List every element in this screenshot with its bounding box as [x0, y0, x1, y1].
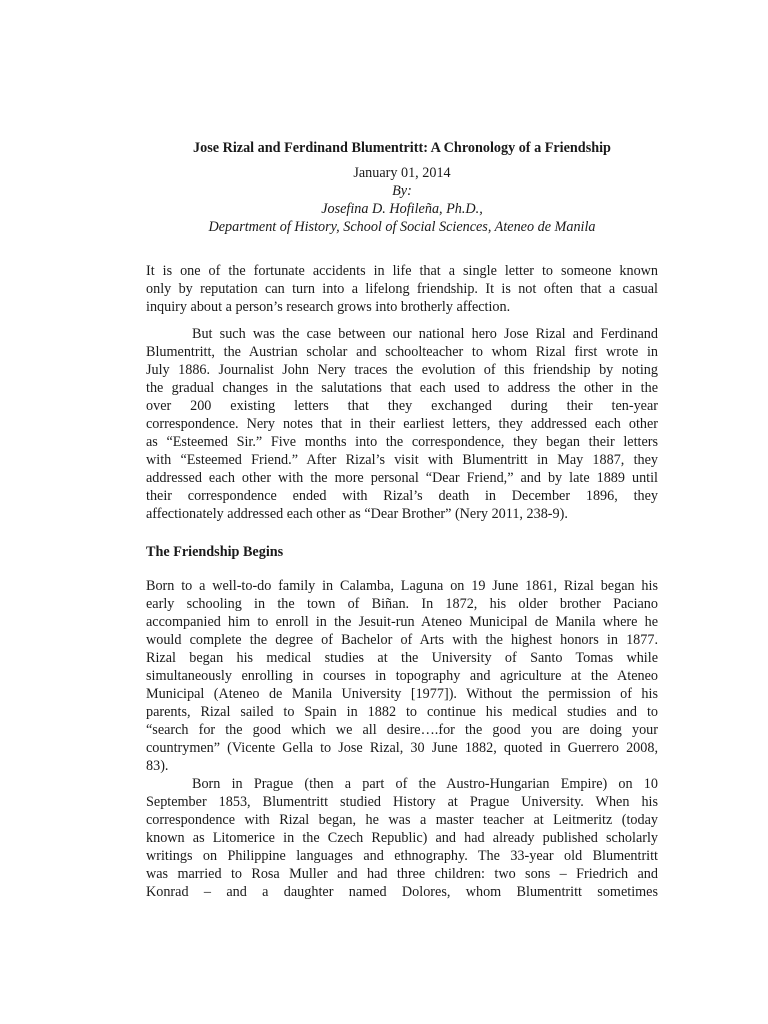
paragraph-intro	[146, 262, 658, 316]
paragraph-line: only by reputation can turn into a lifelong friendship. It is not often that a casual	[146, 281, 658, 297]
document-date: January 01, 2014	[353, 165, 451, 181]
paragraph-line: the gradual changes in the salutations that each used to address the other in the	[146, 380, 658, 396]
paragraph-line: correspondence. Nery notes that in their earliest letters, they addressed each other	[146, 416, 658, 432]
paragraph-line: Rizal began his medical studies at the University of Santo Tomas while	[146, 650, 658, 666]
author-affiliation: Department of History, School of Social Sciences, Ateneo de Manila	[208, 219, 596, 235]
paragraph-line: countrymen” (Vicente Gella to Jose Rizal, 30 June 1882, quoted in Guerrero 2008,	[146, 740, 658, 756]
paragraph-line: would complete the degree of Bachelor of Arts with the highest honors in 1877.	[146, 632, 658, 648]
paragraph-line: Municipal (Ateneo de Manila University [1977]). Without the permission of his	[146, 686, 658, 702]
by-label: By:	[392, 183, 412, 199]
paragraph-line: July 1886. Journalist John Nery traces the evolution of this friendship by noting	[146, 362, 658, 378]
paragraph-line: simultaneously enrolling in courses in topography and agriculture at the Ateneo	[146, 668, 658, 684]
document-title: Jose Rizal and Ferdinand Blumentritt: A Chronology of a Friendship	[193, 140, 611, 156]
paragraph-line: correspondence with Rizal began, he was a master teacher at Leitmeritz (today	[146, 812, 658, 828]
paragraph-line: known as Litomerice in the Czech Republic) and had already published scholarly	[146, 830, 658, 846]
paragraph-line: writings on Philippine languages and ethnography. The 33-year old Blumentritt	[146, 848, 658, 864]
paragraph-line: 83).	[146, 758, 169, 774]
paragraph-line: “search for the good which we all desire….for the good you are doing your	[146, 722, 658, 738]
paragraph-salutations	[146, 325, 658, 523]
paragraph-line: as “Esteemed Sir.” Five months into the correspondence, they began their letters	[146, 434, 658, 450]
paragraph-line: Born to a well-to-do family in Calamba, Laguna on 19 June 1861, Rizal began his	[146, 578, 658, 594]
paragraph-line: Blumentritt, the Austrian scholar and schoolteacher to whom Rizal first wrote in	[146, 344, 658, 360]
paragraph-line: early schooling in the town of Biñan. In 1872, his older brother Paciano	[146, 596, 658, 612]
paragraph-line: inquiry about a person’s research grows into brotherly affection.	[146, 299, 511, 315]
paragraph-line: Konrad – and a daughter named Dolores, whom Blumentritt sometimes	[146, 884, 658, 900]
paragraph-blumentritt-background	[146, 775, 658, 901]
paragraph-line: over 200 existing letters that they exchanged during their ten-year	[146, 398, 658, 414]
author-name: Josefina D. Hofileña, Ph.D.,	[321, 201, 483, 217]
paragraph-line: But such was the case between our national hero Jose Rizal and Ferdinand	[192, 326, 658, 342]
paragraph-rizal-early-life	[146, 577, 658, 775]
paragraph-line: was married to Rosa Muller and had three children: two sons – Friedrich and	[146, 866, 658, 882]
paragraph-line: September 1853, Blumentritt studied History at Prague University. When his	[146, 794, 658, 810]
paragraph-line: parents, Rizal sailed to Spain in 1882 to continue his medical studies and to	[146, 704, 658, 720]
paragraph-line: affectionately addressed each other as “Dear Brother” (Nery 2011, 238-9).	[146, 506, 568, 522]
section-heading: The Friendship Begins	[146, 544, 284, 560]
paragraph-line: accompanied him to enroll in the Jesuit-run Ateneo Municipal de Manila where he	[146, 614, 658, 630]
paragraph-line: with “Esteemed Friend.” After Rizal’s visit with Blumentritt in May 1887, they	[146, 452, 658, 468]
document-meta	[100, 164, 704, 236]
paragraph-line: addressed each other with the more personal “Dear Friend,” and by late 1889 until	[146, 470, 658, 486]
paragraph-line: their correspondence ended with Rizal’s death in December 1896, they	[146, 488, 658, 504]
paragraph-line: It is one of the fortunate accidents in life that a single letter to someone known	[146, 263, 658, 279]
paragraph-line: Born in Prague (then a part of the Austro-Hungarian Empire) on 10	[192, 776, 658, 792]
